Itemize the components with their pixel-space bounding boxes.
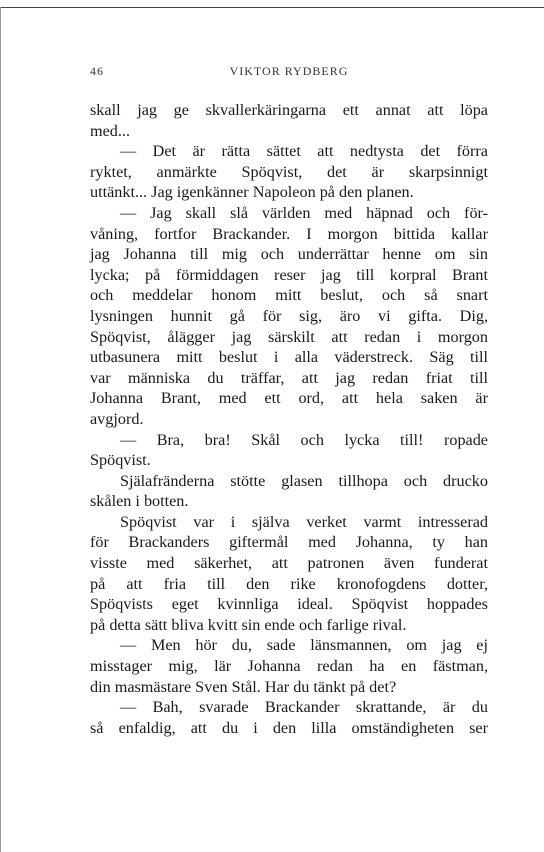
text-line: på detta sätt bliva kvitt sin ende och farlige rival. <box>90 615 407 634</box>
text-line: utbasunera mitt beslut i alla väderstreck. Säg till <box>90 348 488 367</box>
text-line: lysningen hunnit gå för sig, äro vi gifta. Dig, <box>90 306 488 325</box>
text-line: Själafränderna stötte glasen tillhopa och drucko <box>120 471 488 490</box>
text-line: våning, fortfor Brackander. I morgon bittida kallar <box>90 224 488 243</box>
text-line: — Jag skall slå världen med häpnad och för- <box>120 203 488 222</box>
text-line: — Bra, bra! Skål och lycka till! ropade <box>120 430 488 449</box>
text-line: skålen i botten. <box>90 492 189 511</box>
page-edge-line <box>0 7 1 852</box>
text-line: och meddelar honom mitt beslut, och så snart <box>90 286 488 305</box>
text-line: Spöqvists eget kvinnliga ideal. Spöqvist hoppades <box>90 595 488 614</box>
text-line: jag Johanna till mig och underrättar henne om sin <box>90 245 488 264</box>
text-line: med... <box>90 121 131 140</box>
text-line: lycka; på förmiddagen reser jag till korpral Brant <box>90 265 488 284</box>
text-line: — Det är rätta sättet att nedtysta det förra <box>120 142 488 161</box>
text-line: uttänkt... Jag igenkänner Napoleon på den planen. <box>90 183 414 202</box>
text-line: för Brackanders giftermål med Johanna, ty han <box>90 533 488 552</box>
running-head: VIKTOR RYDBERG <box>229 64 349 78</box>
text-line: skall jag ge skvallerkäringarna ett annat att löpa <box>90 101 488 119</box>
top-border-line <box>0 7 544 8</box>
page-header <box>90 64 488 84</box>
text-line: så enfaldig, att du i den lilla omständigheten ser <box>90 718 488 737</box>
text-line: Spöqvist. <box>90 451 151 470</box>
text-line: Spöqvist, ålägger jag särskilt att redan i morgon <box>90 327 488 346</box>
text-line: Spöqvist var i själva verket varmt intresserad <box>120 512 488 531</box>
text-line: var människa du träffar, att jag redan friat till <box>90 368 488 387</box>
text-line: visste med säkerhet, att patronen även funderat <box>90 554 488 573</box>
text-line: — Bah, svarade Brackander skrattande, är du <box>120 698 488 717</box>
page-number: 46 <box>90 64 104 78</box>
text-line: ryktet, anmärkte Spöqvist, det är skarpsinnigt <box>90 162 488 181</box>
text-line: din masmästare Sven Stål. Har du tänkt på det? <box>90 677 397 696</box>
text-line: misstager mig, lär Johanna redan ha en fästman, <box>90 657 488 676</box>
body-text <box>90 100 488 738</box>
text-line: på att fria till den rike kronofogdens dotter, <box>90 574 488 593</box>
text-line: Johanna Brant, med ett ord, att hela saken är <box>90 389 488 408</box>
text-line: avgjord. <box>90 409 144 428</box>
text-line: — Men hör du, sade länsmannen, om jag ej <box>120 636 488 655</box>
